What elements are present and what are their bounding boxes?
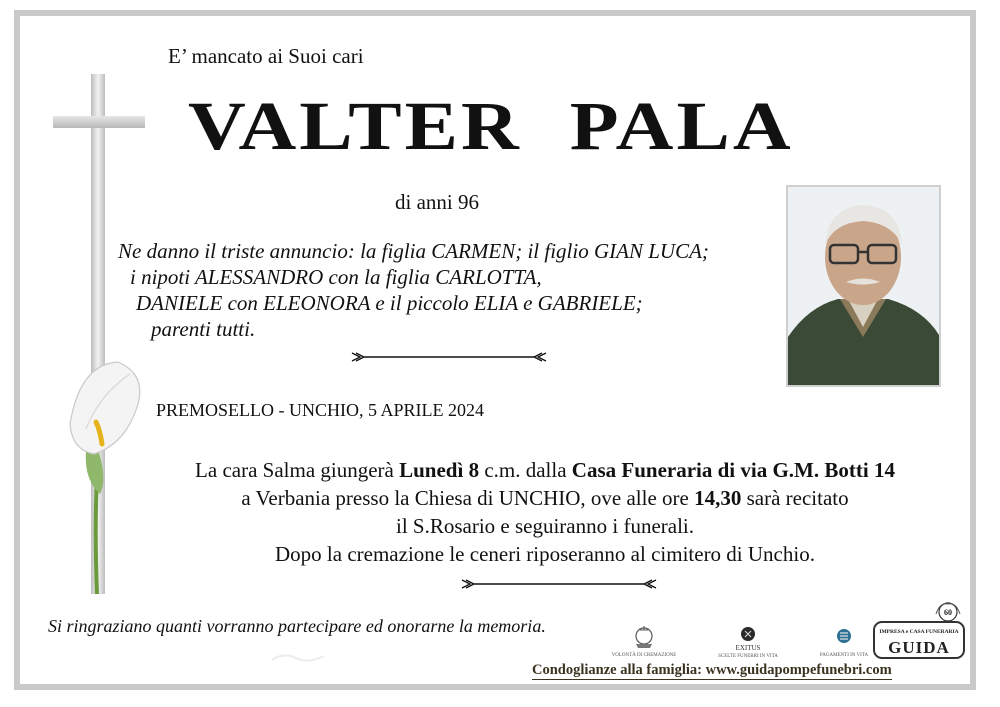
logo-caption: VOLONTÀ DI CREMAZIONE bbox=[611, 653, 677, 658]
service-logos bbox=[600, 600, 970, 664]
funeral-line: il S.Rosario e seguiranno i funerali. bbox=[395, 514, 695, 538]
payments-logo-icon bbox=[820, 629, 869, 658]
funeral-time: 14,30 bbox=[694, 486, 742, 510]
funeral-line: Dopo la cremazione le ceneri riposeranno al cimitero di Unchio. bbox=[275, 542, 815, 566]
last-name: PALA bbox=[569, 88, 794, 165]
logo-caption: PAGAMENTI IN VITA bbox=[819, 653, 869, 658]
faint-watermark-icon bbox=[268, 646, 328, 668]
badge-years: 60 bbox=[944, 608, 952, 617]
funeral-text: a Verbania presso la Chiesa di UNCHIO, ove alle ore bbox=[241, 486, 695, 510]
announcement bbox=[118, 238, 709, 342]
funeral-text: sarà recitato bbox=[741, 486, 849, 510]
guida-subtitle: IMPRESA e CASA FUNERARIA bbox=[879, 629, 959, 635]
cremation-logo-icon bbox=[612, 626, 677, 658]
first-name: VALTER bbox=[188, 88, 522, 165]
thanks-text: Si ringraziano quanti vorranno partecipare ed onorarne la memoria. bbox=[48, 616, 546, 636]
funeral-line bbox=[122, 484, 968, 512]
announcement-line: i nipoti ALESSANDRO con la figlia CARLOTTA, bbox=[130, 265, 542, 289]
funeral-text: La cara Salma giungerà bbox=[195, 458, 400, 482]
announcement-line: parenti tutti. bbox=[151, 317, 256, 341]
funeral-text: c.m. dalla bbox=[479, 458, 572, 482]
guida-logo-icon bbox=[874, 603, 964, 658]
ornament-divider bbox=[460, 578, 658, 590]
logo-caption: SCELTE FUNEBRI IN VITA bbox=[718, 654, 778, 659]
funeral-details bbox=[122, 456, 968, 568]
funeral-line bbox=[122, 456, 968, 484]
funeral-day: Lunedì 8 bbox=[399, 458, 480, 482]
announcement-line: Ne danno il triste annuncio: la figlia CARMEN; il figlio GIAN LUCA; bbox=[118, 239, 709, 263]
deceased-name bbox=[188, 88, 794, 166]
ornament-divider bbox=[350, 351, 548, 363]
guida-name: GUIDA bbox=[888, 638, 950, 657]
deceased-photo bbox=[786, 185, 941, 387]
announcement-line: DANIELE con ELEONORA e il piccolo ELIA e GABRIELE; bbox=[136, 291, 643, 315]
intro-text: E’ mancato ai Suoi cari bbox=[168, 44, 364, 68]
logo-name: EXITUS bbox=[735, 644, 761, 652]
funeral-home: Casa Funeraria di via G.M. Botti 14 bbox=[571, 458, 895, 482]
exitus-logo-icon bbox=[718, 627, 778, 659]
condolences-link[interactable]: Condoglianze alla famiglia: www.guidapompefunebri.com bbox=[532, 662, 892, 678]
age-text: di anni 96 bbox=[395, 190, 479, 214]
place-date: PREMOSELLO - UNCHIO, 5 APRILE 2024 bbox=[156, 400, 485, 420]
portrait-image bbox=[788, 187, 939, 385]
